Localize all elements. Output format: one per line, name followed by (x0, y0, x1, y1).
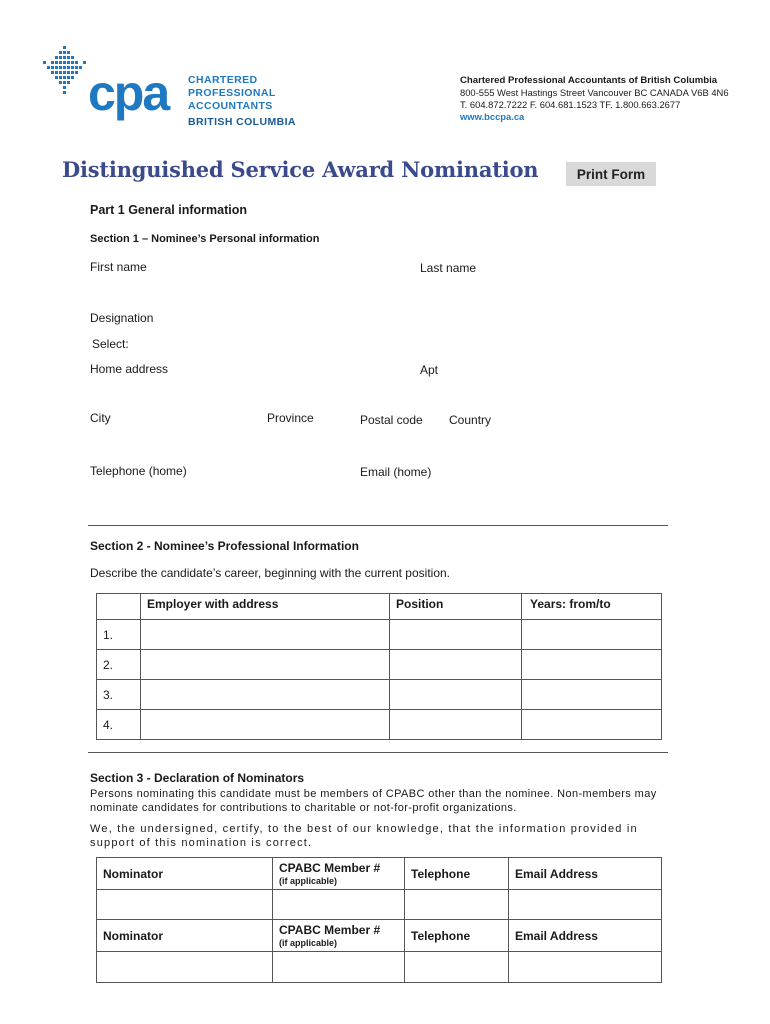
position-cell[interactable] (390, 680, 522, 710)
employer-cell[interactable] (141, 650, 390, 680)
section-divider (88, 752, 668, 753)
logo-line-3: ACCOUNTANTS (188, 100, 273, 112)
eligibility-line-2: nominate candidates for contributions to charitable or not-for-profit organizations. (90, 801, 517, 814)
email-home-label: Email (home) (360, 465, 432, 479)
years-cell[interactable] (522, 680, 662, 710)
years-cell[interactable] (522, 620, 662, 650)
first-name-input[interactable] (90, 280, 394, 298)
org-phone: T. 604.872.7222 F. 604.681.1523 TF. 1.800.663.2677 (460, 99, 681, 110)
row-number: 1. (97, 620, 141, 650)
first-name-label: First name (90, 260, 147, 274)
nominator-input-row (97, 952, 662, 983)
position-cell[interactable] (390, 620, 522, 650)
column-header-employer: Employer with address (141, 594, 390, 620)
member-number-label: CPABC Member # (279, 861, 381, 875)
home-address-label: Home address (90, 362, 169, 376)
designation-label: Designation (90, 311, 154, 325)
part1-heading: Part 1 General information (90, 203, 247, 217)
city-label: City (90, 411, 111, 425)
certification-line-2: support of this nomination is correct. (90, 836, 313, 849)
email-header: Email Address (509, 920, 662, 952)
telephone-header: Telephone (405, 858, 509, 890)
apt-label: Apt (420, 363, 439, 377)
section1-heading: Section 1 – Nominee’s Personal information (90, 233, 320, 245)
form-title: Distinguished Service Award Nomination (62, 157, 539, 182)
table-row (97, 680, 662, 710)
nominator-label: Nominator (97, 920, 273, 952)
last-name-label: Last name (420, 261, 477, 275)
postal-code-label: Postal code (360, 413, 423, 427)
table-row (97, 650, 662, 680)
nominator-name-cell[interactable] (97, 890, 273, 920)
table-row (97, 710, 662, 740)
section3-heading: Section 3 - Declaration of Nominators (90, 771, 305, 785)
org-name: Chartered Professional Accountants of British Columbia (460, 75, 718, 86)
certification-line-1: We, the undersigned, certify, to the best of our knowledge, that the information provided in (90, 823, 638, 835)
years-cell[interactable] (522, 650, 662, 680)
org-website-link[interactable]: www.bccpa.ca (460, 111, 525, 122)
section2-heading: Section 2 - Nominee’s Professional Information (90, 539, 359, 553)
member-number-label: CPABC Member # (279, 923, 381, 937)
country-input[interactable] (449, 432, 653, 450)
table-header-row (97, 594, 662, 620)
position-cell[interactable] (390, 710, 522, 740)
employer-cell[interactable] (141, 710, 390, 740)
city-input[interactable] (90, 430, 254, 448)
position-cell[interactable] (390, 650, 522, 680)
eligibility-line-1: Persons nominating this candidate must be members of CPABC other than the nominee. Non-members may (90, 788, 657, 800)
if-applicable-note: (if applicable) (279, 876, 338, 886)
row-number: 3. (97, 680, 141, 710)
certification-text (90, 823, 638, 850)
province-input[interactable] (267, 430, 351, 448)
if-applicable-note: (if applicable) (279, 938, 338, 948)
designation-select[interactable]: Select: (92, 337, 129, 351)
last-name-input[interactable] (420, 280, 664, 298)
org-contact-block (460, 75, 729, 123)
email-cell[interactable] (509, 952, 662, 983)
member-number-cell[interactable] (273, 952, 405, 983)
email-home-input[interactable] (360, 484, 664, 502)
row-number: 2. (97, 650, 141, 680)
email-header: Email Address (509, 858, 662, 890)
years-cell[interactable] (522, 710, 662, 740)
logo-line-2: PROFESSIONAL (188, 87, 276, 99)
logo-line-1: CHARTERED (188, 74, 258, 86)
postal-code-input[interactable] (360, 432, 444, 450)
member-number-cell[interactable] (273, 890, 405, 920)
employer-cell[interactable] (141, 620, 390, 650)
logo-wordmark: cpa (88, 65, 169, 121)
telephone-home-input[interactable] (90, 483, 344, 501)
province-label: Province (267, 411, 314, 425)
telephone-cell[interactable] (405, 890, 509, 920)
country-label: Country (449, 413, 492, 427)
employment-table (96, 593, 662, 740)
column-header-number (97, 594, 141, 620)
column-header-position: Position (390, 594, 522, 620)
logo-text (188, 74, 296, 129)
nominator-eligibility-text (90, 788, 657, 815)
nominator-label: Nominator (97, 858, 273, 890)
telephone-header: Telephone (405, 920, 509, 952)
home-address-input[interactable] (90, 380, 394, 398)
email-cell[interactable] (509, 890, 662, 920)
nominator-input-row (97, 890, 662, 920)
apt-input[interactable] (420, 380, 624, 398)
member-number-header (273, 858, 405, 890)
member-number-header (273, 920, 405, 952)
section-divider (88, 525, 668, 526)
row-number: 4. (97, 710, 141, 740)
employer-cell[interactable] (141, 680, 390, 710)
nominator-header-row (97, 920, 662, 952)
org-address: 800-555 West Hastings Street Vancouver BC CANADA V6B 4N6 (460, 87, 729, 98)
cpa-logo-icon (40, 44, 90, 102)
section2-instruction: Describe the candidate’s career, beginning with the current position. (90, 566, 450, 580)
telephone-home-label: Telephone (home) (90, 464, 187, 478)
telephone-cell[interactable] (405, 952, 509, 983)
table-row (97, 620, 662, 650)
logo-region: BRITISH COLUMBIA (188, 116, 296, 128)
column-header-years: Years: from/to (522, 594, 662, 620)
nominators-table (96, 857, 662, 983)
nominator-header-row (97, 858, 662, 890)
print-form-button[interactable]: Print Form (566, 162, 656, 186)
nominator-name-cell[interactable] (97, 952, 273, 983)
